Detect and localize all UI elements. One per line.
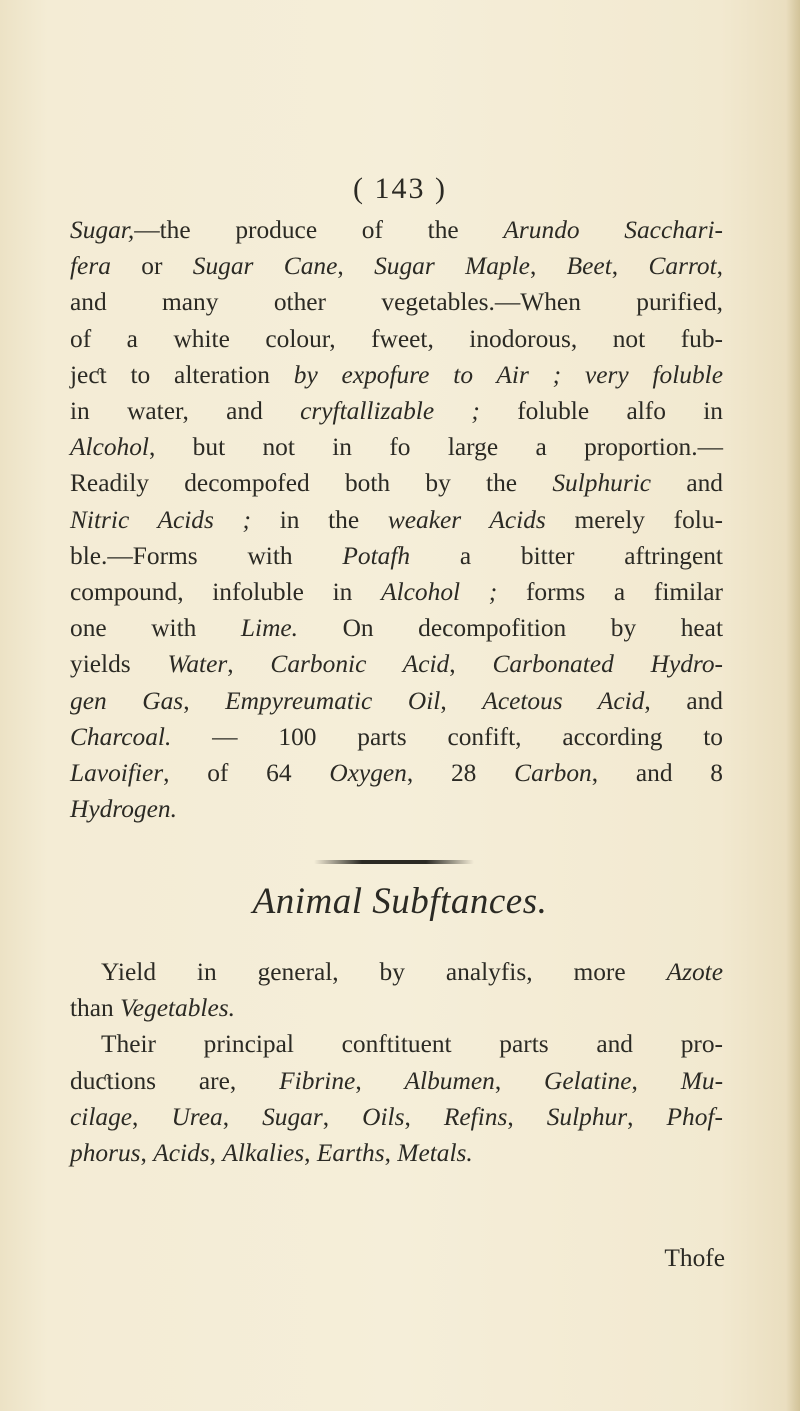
text-line: jeƈt to alteration by expofure to Air ; very foluble	[70, 360, 723, 389]
paragraph-animal	[70, 954, 723, 1171]
text-line: yields Water, Carbonic Acid, Carbonated Hydro-	[70, 650, 723, 679]
text-line: ble.—Forms with Potafh a bitter aftringent	[70, 541, 723, 570]
section-divider	[314, 860, 474, 864]
text-line: Hydrogen.	[70, 795, 177, 824]
text-line: phorus, Acids, Alkalies, Earths, Metals.	[70, 1139, 473, 1168]
text-line: than Vegetables.	[70, 994, 235, 1023]
text-line: Charcoal. — 100 parts confift, according to	[70, 722, 723, 751]
text-line: Their principal conftituent parts and pro-	[101, 1030, 723, 1059]
text-line: Lavoifier, of 64 Oxygen, 28 Carbon, and 8	[70, 759, 723, 788]
paragraph-sugar	[70, 212, 723, 827]
page-number: ( 143 )	[353, 172, 447, 205]
text-line: and many other vegetables.—When purified,	[70, 288, 723, 317]
text-line: duƈtions are, Fibrine, Albumen, Gelatine, Mu-	[70, 1066, 724, 1095]
text-line: cilage, Urea, Sugar, Oils, Refins, Sulphur, Phof-	[70, 1102, 723, 1131]
text-line: compound, infoluble in Alcohol ; forms a fimilar	[70, 578, 723, 607]
section-heading: Animal Subftances.	[252, 881, 548, 922]
text-line: Readily decompofed both by the Sulphuric and	[70, 469, 723, 498]
page-edge-shadow	[786, 0, 800, 1411]
text-line: Alcohol, but not in fo large a proportion.—	[70, 433, 723, 462]
text-line: in water, and cryftallizable ; foluble alfo in	[70, 397, 723, 426]
text-line: one with Lime. On decompofition by heat	[70, 614, 723, 643]
text-line: fera or Sugar Cane, Sugar Maple, Beet, Carrot,	[70, 252, 724, 281]
text-line: Sugar,—the produce of the Arundo Sacchari-	[70, 216, 723, 244]
text-line: Yield in general, by analyfis, more Azote	[101, 958, 723, 986]
text-line: of a white colour, fweet, inodorous, not fub-	[70, 324, 723, 353]
catchword: Thofe	[664, 1244, 725, 1272]
text-line: gen Gas, Empyreumatic Oil, Acetous Acid, and	[70, 686, 723, 715]
text-line: Nitric Acids ; in the weaker Acids merely folu-	[70, 505, 723, 534]
